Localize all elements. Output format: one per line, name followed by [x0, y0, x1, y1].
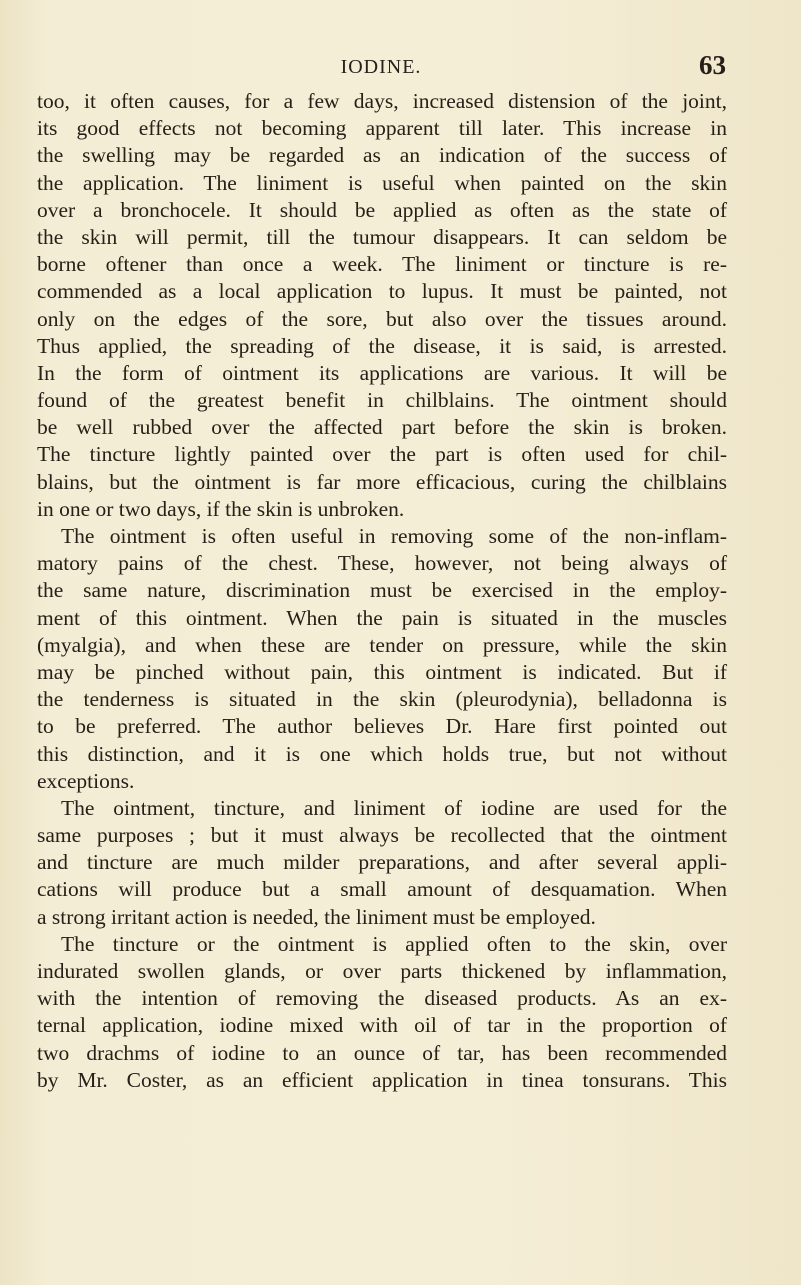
text-line: cations will produce but a small amount of desquamation. When	[37, 877, 727, 902]
text-line: (myalgia), and when these are tender on pressure, while the skin	[37, 632, 727, 657]
text-line: may be pinched without pain, this ointment is indicated. But if	[37, 659, 727, 684]
running-head: IODINE.	[340, 56, 422, 78]
text-line: found of the greatest benefit in chilblains. The ointment should	[37, 388, 727, 413]
text-line: In the form of ointment its applications are various. It will be	[37, 360, 727, 385]
page-number: 63	[699, 50, 726, 80]
text-line: The tincture or the ointment is applied often to the skin, over	[61, 931, 727, 956]
text-line: same purposes ; but it must always be recollected that the ointment	[37, 823, 727, 848]
text-line: the swelling may be regarded as an indication of the success of	[37, 143, 727, 168]
text-line: the same nature, discrimination must be exercised in the employ-	[37, 578, 727, 603]
text-line: be well rubbed over the affected part before the skin is broken.	[37, 415, 727, 440]
text-line: the application. The liniment is useful when painted on the skin	[37, 170, 727, 195]
text-line: and tincture are much milder preparations, and after several appli-	[37, 850, 727, 875]
text-line: exceptions.	[37, 768, 135, 793]
text-line: ment of this ointment. When the pain is situated in the muscles	[37, 605, 727, 630]
paragraph	[37, 931, 727, 1094]
text-line: ternal application, iodine mixed with oil of tar in the proportion of	[37, 1013, 727, 1038]
paragraph	[37, 523, 727, 795]
text-line: borne oftener than once a week. The liniment or tincture is re-	[37, 252, 727, 277]
text-line: commended as a local application to lupus. It must be painted, not	[37, 279, 727, 304]
text-line: the skin will permit, till the tumour disappears. It can seldom be	[37, 224, 727, 249]
text-line: over a bronchocele. It should be applied as often as the state of	[37, 197, 727, 222]
text-line: only on the edges of the sore, but also over the tissues around.	[37, 306, 727, 331]
text-line: the tenderness is situated in the skin (pleurodynia), belladonna is	[37, 687, 727, 712]
text-line: to be preferred. The author believes Dr. Hare first pointed out	[37, 714, 727, 739]
text-line: a strong irritant action is needed, the liniment must be employed.	[37, 904, 596, 929]
body-text	[37, 88, 727, 1094]
text-line: The tincture lightly painted over the part is often used for chil-	[37, 442, 727, 467]
page-header	[36, 50, 726, 86]
text-line: with the intention of removing the diseased products. As an ex-	[37, 986, 727, 1011]
text-line: blains, but the ointment is far more efficacious, curing the chilblains	[37, 469, 727, 494]
paragraph	[37, 88, 727, 523]
text-line: matory pains of the chest. These, however, not being always of	[37, 551, 727, 576]
paragraph	[37, 795, 727, 931]
text-line: in one or two days, if the skin is unbroken.	[37, 496, 405, 521]
text-line: by Mr. Coster, as an efficient application in tinea tonsurans. This	[37, 1067, 727, 1092]
text-line: too, it often causes, for a few days, increased distension of the joint,	[37, 89, 727, 113]
text-line: Thus applied, the spreading of the disease, it is said, is arrested.	[37, 333, 727, 358]
text-line: two drachms of iodine to an ounce of tar, has been recommended	[37, 1040, 727, 1065]
text-line: its good effects not becoming apparent till later. This increase in	[37, 116, 727, 141]
text-line: The ointment is often useful in removing some of the non-inflam-	[61, 524, 727, 548]
text-line: this distinction, and it is one which holds true, but not without	[37, 741, 727, 766]
text-line: The ointment, tincture, and liniment of iodine are used for the	[61, 795, 727, 820]
text-line: indurated swollen glands, or over parts thickened by inflammation,	[37, 959, 727, 983]
